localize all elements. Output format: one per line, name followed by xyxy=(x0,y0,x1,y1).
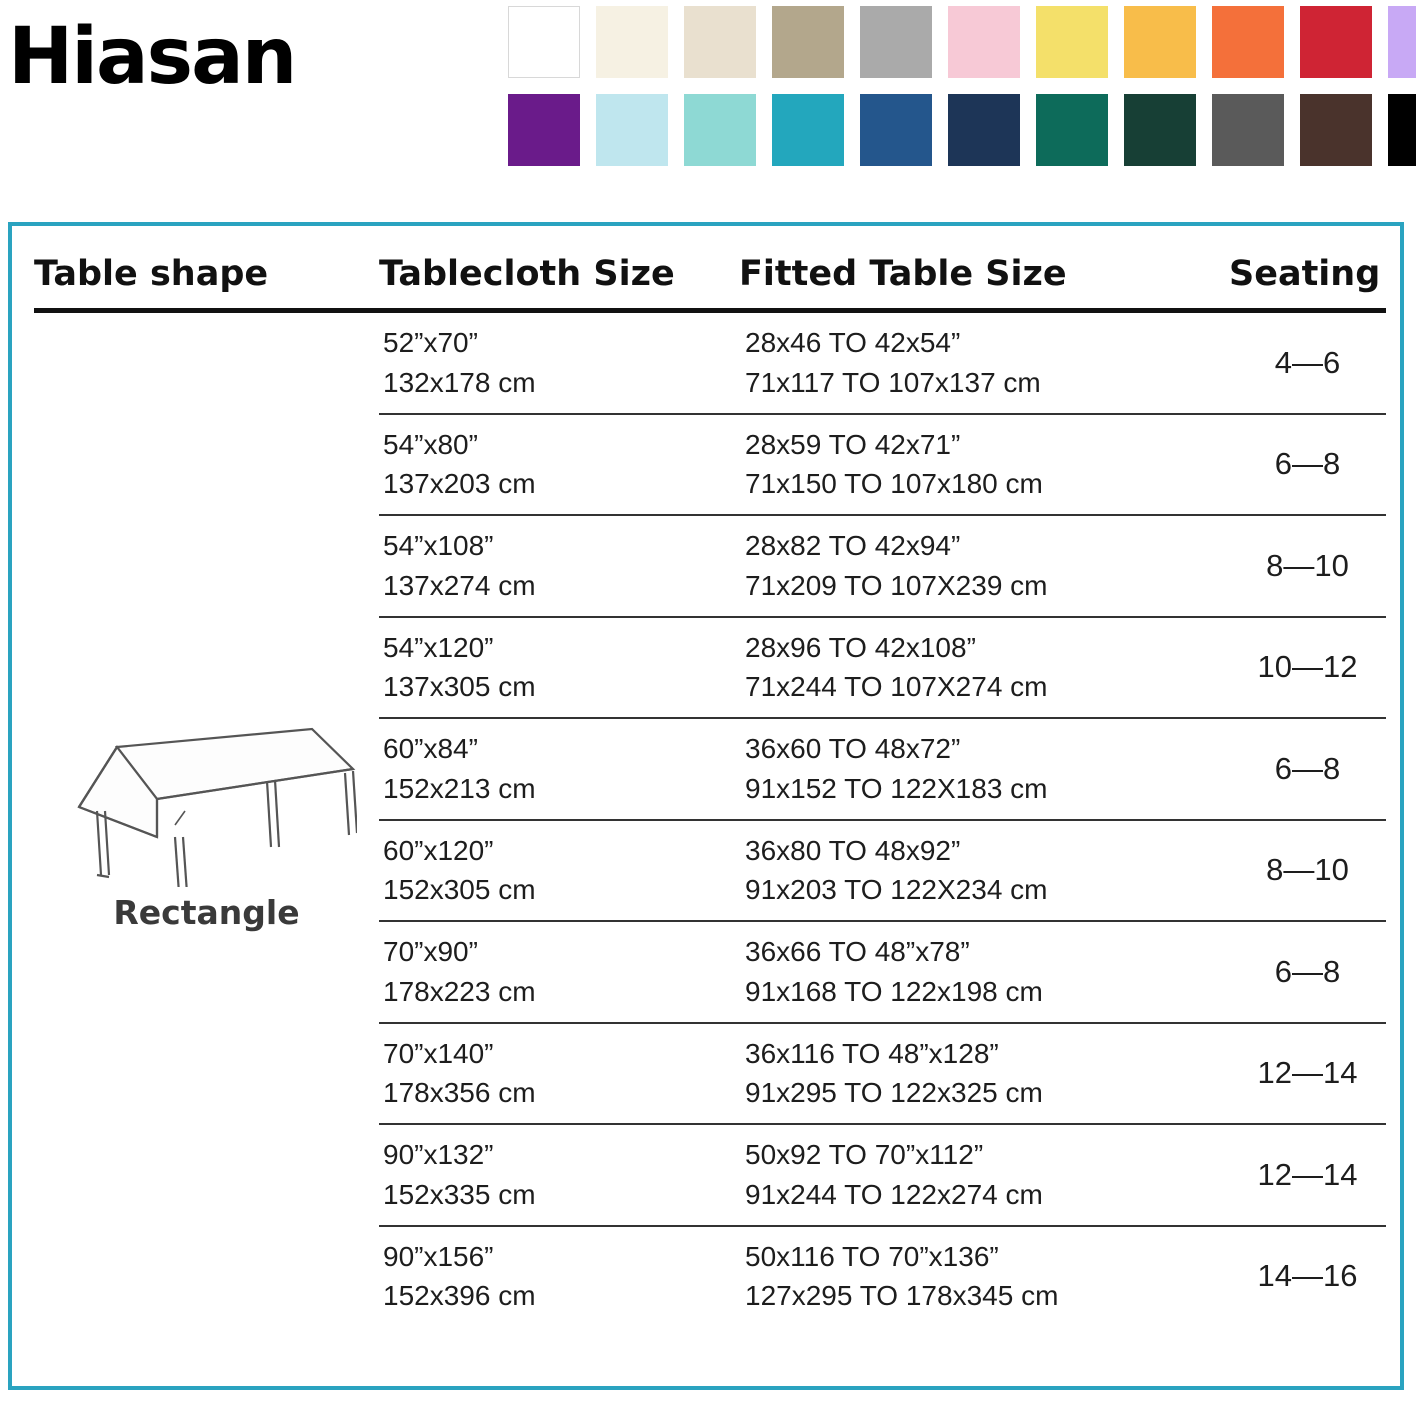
color-swatch xyxy=(1212,6,1284,78)
fitted-table-size-cell xyxy=(739,1023,1229,1125)
fitted-size-inches: 28x59 TO 42x71” xyxy=(745,428,961,460)
fitted-size-inches: 36x116 TO 48”x128” xyxy=(745,1037,999,1069)
seating-cell xyxy=(1229,311,1386,414)
fitted-size-cm: 127x295 TO 178x345 cm xyxy=(745,1280,1059,1312)
size-chart-table xyxy=(34,254,1386,1326)
color-swatch xyxy=(1300,94,1372,166)
tablecloth-size-cell xyxy=(379,1124,739,1226)
table-shape-cell xyxy=(34,311,379,1327)
tablecloth-size-cell xyxy=(379,1023,739,1125)
cloth-size-inches: 52”x70” xyxy=(383,327,478,358)
color-swatch xyxy=(1388,94,1416,166)
fitted-size-cm: 71x209 TO 107X239 cm xyxy=(745,569,1048,601)
color-swatch xyxy=(596,6,668,78)
cloth-size-inches: 70”x140” xyxy=(383,1037,494,1069)
fitted-size-inches: 50x116 TO 70”x136” xyxy=(745,1240,999,1272)
fitted-size-cm: 71x150 TO 107x180 cm xyxy=(745,468,1043,500)
tablecloth-size-cell xyxy=(379,1226,739,1327)
cloth-size-cm: 137x203 cm xyxy=(383,468,536,500)
color-swatch xyxy=(860,94,932,166)
cloth-size-cm: 137x274 cm xyxy=(383,569,536,601)
seating-cell xyxy=(1229,617,1386,719)
seating-value: 8—10 xyxy=(1266,547,1349,583)
cloth-size-inches: 90”x132” xyxy=(383,1139,494,1170)
cloth-size-cm: 152x213 cm xyxy=(383,772,536,804)
color-swatch xyxy=(772,6,844,78)
tablecloth-size-cell xyxy=(379,921,739,1023)
tablecloth-size-cell xyxy=(379,718,739,820)
brand-logo: Hiasan xyxy=(8,12,296,102)
seating-cell xyxy=(1229,1124,1386,1226)
color-swatch xyxy=(684,94,756,166)
fitted-size-inches: 28x96 TO 42x108” xyxy=(745,631,976,663)
seating-cell xyxy=(1229,1023,1386,1125)
cloth-size-cm: 152x305 cm xyxy=(383,874,536,906)
color-swatch xyxy=(1036,6,1108,78)
seating-value: 12—14 xyxy=(1257,1156,1358,1192)
fitted-table-size-cell xyxy=(739,311,1229,414)
tablecloth-size-cell xyxy=(379,414,739,516)
seating-value: 12—14 xyxy=(1257,1055,1358,1091)
seating-cell xyxy=(1229,414,1386,516)
fitted-table-size-cell xyxy=(739,515,1229,617)
fitted-size-inches: 50x92 TO 70”x112” xyxy=(745,1139,984,1170)
color-swatch xyxy=(508,94,580,166)
seating-value: 14—16 xyxy=(1257,1258,1358,1294)
color-swatch xyxy=(1300,6,1372,78)
fitted-size-inches: 28x82 TO 42x94” xyxy=(745,530,961,561)
cloth-size-inches: 60”x120” xyxy=(383,834,494,866)
tablecloth-size-cell xyxy=(379,515,739,617)
fitted-size-cm: 71x244 TO 107X274 cm xyxy=(745,671,1048,703)
color-swatch xyxy=(1212,94,1284,166)
rectangle-table-icon xyxy=(57,707,357,887)
tablecloth-size-cell xyxy=(379,311,739,414)
fitted-size-cm: 91x244 TO 122x274 cm xyxy=(745,1178,1043,1210)
fitted-size-cm: 71x117 TO 107x137 cm xyxy=(745,366,1041,398)
color-swatch xyxy=(684,6,756,78)
seating-value: 6—8 xyxy=(1274,953,1341,989)
seating-value: 6—8 xyxy=(1274,750,1341,786)
seating-cell xyxy=(1229,515,1386,617)
size-chart-panel xyxy=(8,222,1404,1390)
color-swatch xyxy=(1124,94,1196,166)
seating-value: 4—6 xyxy=(1274,344,1341,380)
cloth-size-cm: 152x396 cm xyxy=(383,1280,536,1312)
seating-cell xyxy=(1229,1226,1386,1327)
fitted-table-size-cell xyxy=(739,921,1229,1023)
cloth-size-inches: 60”x84” xyxy=(383,733,478,764)
color-swatch xyxy=(1124,6,1196,78)
fitted-table-size-cell xyxy=(739,617,1229,719)
color-swatch xyxy=(508,6,580,78)
seating-cell xyxy=(1229,921,1386,1023)
cloth-size-cm: 152x335 cm xyxy=(383,1178,536,1210)
seating-value: 10—12 xyxy=(1257,649,1358,685)
cloth-size-cm: 178x356 cm xyxy=(383,1077,536,1109)
table-shape-label: Rectangle xyxy=(113,893,300,932)
fitted-table-size-cell xyxy=(739,718,1229,820)
cloth-size-inches: 54”x108” xyxy=(383,530,494,561)
fitted-size-cm: 91x203 TO 122X234 cm xyxy=(745,874,1048,906)
color-swatch-row-2 xyxy=(508,94,1416,166)
seating-cell xyxy=(1229,820,1386,922)
table-header-row xyxy=(34,254,1386,311)
column-header-table-shape: Table shape xyxy=(34,254,379,311)
page-header xyxy=(0,0,1416,190)
fitted-size-cm: 91x295 TO 122x325 cm xyxy=(745,1077,1043,1109)
fitted-size-cm: 91x168 TO 122x198 cm xyxy=(745,975,1043,1007)
fitted-size-inches: 36x80 TO 48x92” xyxy=(745,834,961,866)
cloth-size-inches: 90”x156” xyxy=(383,1240,494,1272)
fitted-table-size-cell xyxy=(739,1124,1229,1226)
cloth-size-cm: 132x178 cm xyxy=(383,366,536,398)
fitted-table-size-cell xyxy=(739,820,1229,922)
cloth-size-cm: 178x223 cm xyxy=(383,975,536,1007)
fitted-table-size-cell xyxy=(739,1226,1229,1327)
cloth-size-cm: 137x305 cm xyxy=(383,671,536,703)
color-swatch-row-1 xyxy=(508,6,1416,78)
color-swatch xyxy=(860,6,932,78)
color-swatch xyxy=(948,94,1020,166)
column-header-fitted-table-size: Fitted Table Size xyxy=(739,254,1229,311)
column-header-seating: Seating xyxy=(1229,254,1386,311)
seating-cell xyxy=(1229,718,1386,820)
color-swatch xyxy=(1388,6,1416,78)
tablecloth-size-cell xyxy=(379,820,739,922)
seating-value: 8—10 xyxy=(1266,852,1349,888)
cloth-size-inches: 70”x90” xyxy=(383,936,478,967)
tablecloth-size-cell xyxy=(379,617,739,719)
color-swatch xyxy=(596,94,668,166)
color-swatch-block xyxy=(508,6,1416,182)
fitted-size-inches: 28x46 TO 42x54” xyxy=(745,327,961,358)
fitted-table-size-cell xyxy=(739,414,1229,516)
fitted-size-inches: 36x66 TO 48”x78” xyxy=(745,936,970,967)
column-header-tablecloth-size: Tablecloth Size xyxy=(379,254,739,311)
cloth-size-inches: 54”x120” xyxy=(383,631,494,663)
cloth-size-inches: 54”x80” xyxy=(383,428,478,460)
fitted-size-inches: 36x60 TO 48x72” xyxy=(745,733,961,764)
fitted-size-cm: 91x152 TO 122X183 cm xyxy=(745,772,1048,804)
color-swatch xyxy=(1036,94,1108,166)
table-row xyxy=(34,311,1386,414)
seating-value: 6—8 xyxy=(1274,446,1341,482)
color-swatch xyxy=(948,6,1020,78)
color-swatch xyxy=(772,94,844,166)
